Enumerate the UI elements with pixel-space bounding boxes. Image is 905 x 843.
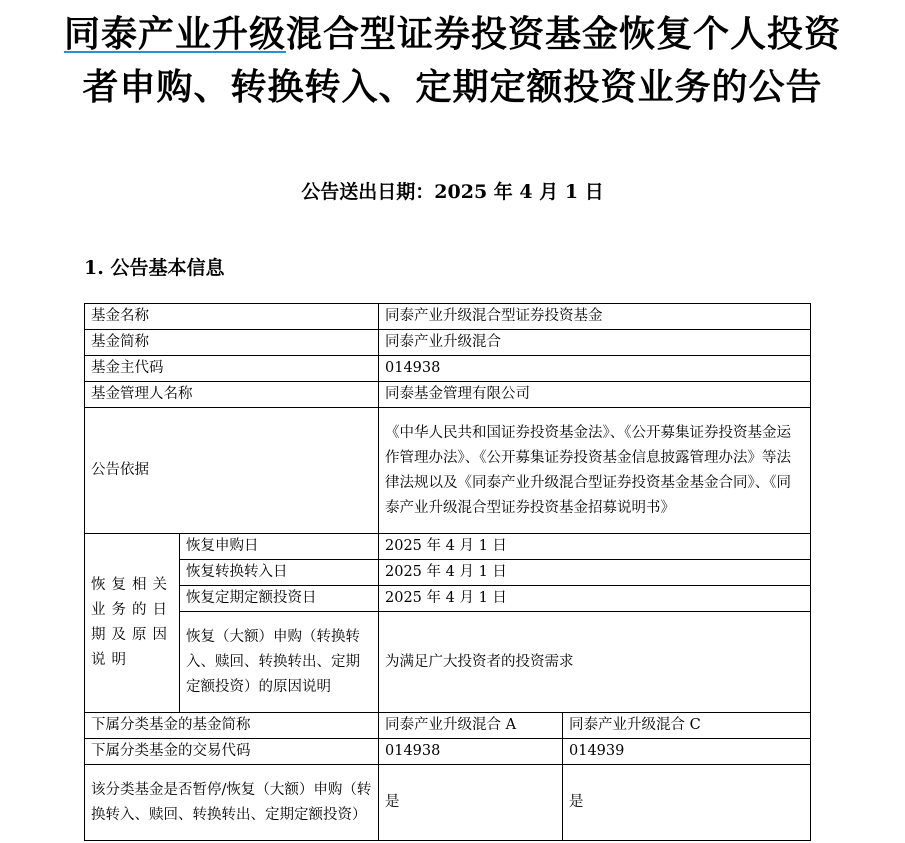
resume-conversion-date: 2025 年 4 月 1 日 [379, 560, 811, 586]
fund-short-label: 基金简称 [85, 330, 379, 356]
table-row [85, 304, 811, 330]
fund-code-value: 014938 [379, 356, 811, 382]
table-row [85, 560, 811, 586]
title-rest: 混合型证券投资基金恢复个人投资者申购、转换转入、定期定额投资业务的公告 [82, 13, 842, 108]
resume-regular-label: 恢复定期定额投资日 [180, 586, 379, 612]
class-a-name: 同泰产业升级混合 A [379, 713, 563, 739]
fund-code-label: 基金主代码 [85, 356, 379, 382]
fund-info-table [84, 303, 811, 841]
table-row [85, 713, 811, 739]
fund-name-label: 基金名称 [85, 304, 379, 330]
table-row [85, 382, 811, 408]
basis-label: 公告依据 [85, 408, 379, 534]
title-underlined-part: 同泰产业升级 [63, 13, 286, 55]
manager-label: 基金管理人名称 [85, 382, 379, 408]
suspend-c-value: 是 [563, 765, 811, 841]
resume-subscription-label: 恢复申购日 [180, 534, 379, 560]
class-c-code: 014939 [563, 739, 811, 765]
resume-group-label: 恢复相关业务的日期及原因说明 [85, 534, 180, 713]
table-row [85, 612, 811, 713]
announcement-title [60, 8, 845, 114]
manager-value: 同泰基金管理有限公司 [379, 382, 811, 408]
basis-value: 《中华人民共和国证券投资基金法》、《公开募集证券投资基金运作管理办法》、《公开募集证券投资基金信息披露管理办法》等法律法规以及《同泰产业升级混合型证券投资基金基金合同》、《同泰产业升级混合型证券投资基金招募说明书》 [379, 408, 811, 534]
table-row [85, 408, 811, 534]
fund-name-value: 同泰产业升级混合型证券投资基金 [379, 304, 811, 330]
section-heading: 1. 公告基本信息 [84, 257, 225, 279]
class-codes-label: 下属分类基金的交易代码 [85, 739, 379, 765]
suspend-label: 该分类基金是否暂停/恢复（大额）申购（转换转入、赎回、转换转出、定期定额投资） [85, 765, 379, 841]
class-names-label: 下属分类基金的基金简称 [85, 713, 379, 739]
table-row [85, 586, 811, 612]
fund-short-value: 同泰产业升级混合 [379, 330, 811, 356]
resume-subscription-date: 2025 年 4 月 1 日 [379, 534, 811, 560]
resume-regular-date: 2025 年 4 月 1 日 [379, 586, 811, 612]
resume-conversion-label: 恢复转换转入日 [180, 560, 379, 586]
suspend-a-value: 是 [379, 765, 563, 841]
table-row [85, 356, 811, 382]
resume-reason-label: 恢复（大额）申购（转换转入、赎回、转换转出、定期定额投资）的原因说明 [180, 612, 379, 713]
class-c-name: 同泰产业升级混合 C [563, 713, 811, 739]
table-row [85, 330, 811, 356]
table-row [85, 534, 811, 560]
table-row [85, 765, 811, 841]
table-row [85, 739, 811, 765]
announcement-date: 公告送出日期：2025 年 4 月 1 日 [301, 181, 604, 203]
resume-reason-value: 为满足广大投资者的投资需求 [379, 612, 811, 713]
class-a-code: 014938 [379, 739, 563, 765]
